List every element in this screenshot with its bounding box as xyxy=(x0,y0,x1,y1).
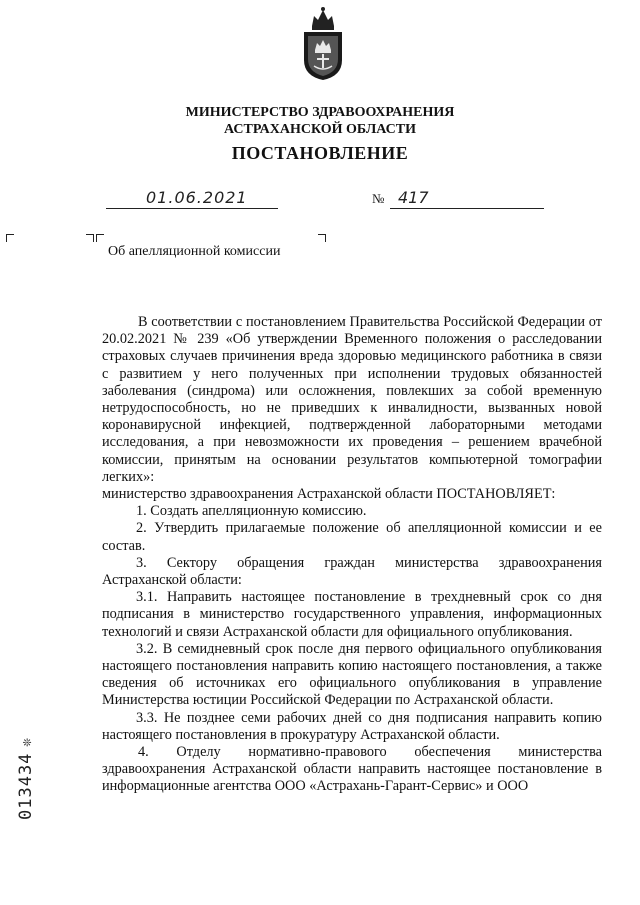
clause-3-2: 3.2. В семидневный срок после дня первого официального опубликования настоящего постановления направить копию настоящего постановления, а также сведения об источниках его официального опубликования в управление Министерства юстиции Российской Федерации по Астраханской области. xyxy=(102,640,602,709)
corner-mark xyxy=(6,234,14,242)
clause-3-1: 3.1. Направить настоящее постановление в трехдневный срок со дня подписания в министерство государственного управления, информационных технологий и связи Астраханской области для официального опубликования. xyxy=(102,589,602,640)
ministry-name-line1: МИНИСТЕРСТВО ЗДРАВООХРАНЕНИЯ xyxy=(185,105,455,120)
preamble-paragraph: В соответствии с постановлением Правительства Российской Федерации от 20.02.2021 № 239 «Об утверждении Временного положения о расследовании страховых случаев причинения вреда здоровью медицинского работника в связи с развитием у него полученных при исполнении трудовых обязанностей заболевания (синдрома) или осложнения, повлекших за собой временную нетрудоспособность, но не приведших к инвалидности, вызванных новой коронавирусной инфекцией, подтвержденной лабораторными методами исследования, а при невозможности их проведения – решением врачебной комиссии, принятым на основании результатов компьютерной томографии легких»: xyxy=(102,314,602,485)
ministry-name-line2: АСТРАХАНСКОЙ ОБЛАСТИ xyxy=(223,122,416,137)
document-subject: Об апелляционной комиссии xyxy=(108,244,281,259)
date-value: 01.06.2021 xyxy=(146,188,248,207)
stamp-mark-icon: ❊ xyxy=(19,737,35,747)
date-field xyxy=(106,190,278,209)
clause-1: 1. Создать апелляционную комиссию. xyxy=(136,503,367,520)
clause-4: 4. Отделу нормативно-правового обеспечения министерства здравоохранения Астраханской области направить настоящее постановление в информационные агентства ООО «Астрахань-Гарант-Сервис» и ООО xyxy=(102,744,602,795)
registration-number: 013434 xyxy=(16,752,36,820)
clause-3: 3. Сектору обращения граждан министерства здравоохранения Астраханской области: xyxy=(102,554,602,589)
corner-mark xyxy=(318,234,326,242)
resolution-paragraph: министерство здравоохранения Астраханской области ПОСТАНОВЛЯЕТ: xyxy=(102,486,556,503)
clause-3-3: 3.3. Не позднее семи рабочих дней со дня подписания направить копию настоящего постановления в прокуратуру Астраханской области. xyxy=(102,709,602,743)
corner-mark xyxy=(86,234,94,242)
number-field xyxy=(390,190,544,209)
registration-stamp xyxy=(16,737,36,820)
document-type: ПОСТАНОВЛЕНИЕ xyxy=(231,143,409,163)
corner-mark xyxy=(96,234,104,242)
clause-2: 2. Утвердить прилагаемые положение об апелляционной комиссии и ее состав. xyxy=(102,520,602,554)
document-body xyxy=(102,314,602,796)
number-label: № xyxy=(372,191,385,206)
coat-of-arms-icon xyxy=(300,6,346,82)
number-value: 417 xyxy=(398,188,429,207)
